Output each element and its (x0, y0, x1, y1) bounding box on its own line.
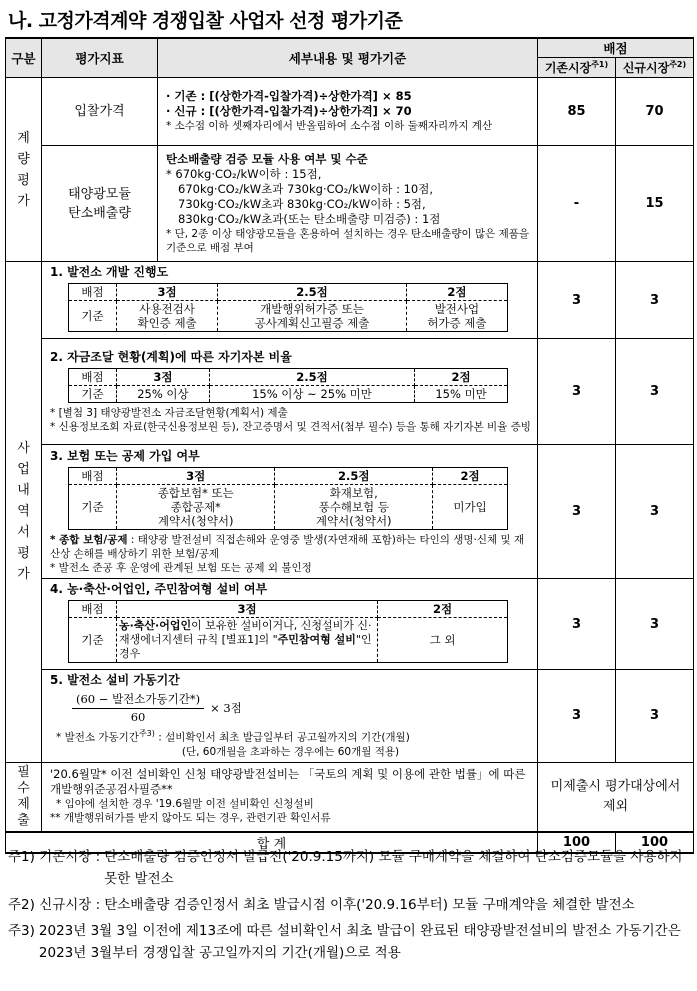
criteria-table: 배점 3점 2.5점 2점 기준 사용전검사 확인증 제출 개발행위허가증 또는 공사계획신고필증 제출 발전사업 허가증 제출 (68, 283, 508, 332)
detail-carbon-emission: 탄소배출량 검증 모듈 사용 여부 및 수준 * 670kg·CO₂/kW이하 : 15점, 670kg·CO₂/kW초과 730kg·CO₂/kW이하 : 10점, 730kg·CO₂/kW초과 830kg·CO₂/kW이하 : 5점, 830kg·CO₂/kW초과(또는 탄소배출량 미검증) : 1점 * 단, 2종 이상 태양광모듈을 혼용하여 설치하는 경우 탄소배출량이 많은 제품을 기준으로 배점 부여 (158, 146, 538, 262)
total-new: 100 (616, 832, 694, 853)
category-business-plan: 사 업 내 역 서 평 가 (6, 262, 42, 763)
score-existing: 3 (538, 670, 616, 763)
header-indicator: 평가지표 (42, 38, 158, 78)
section-insurance: 3. 보험 또는 공제 가입 여부 배점 3점 2.5점 2점 기준 종합보험* 또는 종합공제* 계약서(청약서) 화재보험, 풍수해보험 등 계약서(청약서) 미가입 * 종합 보험/공제 : 태양광 발전설비 직접손해와 운영중 발생(자연재해 포함)하는 타인의 생명·신체 및 재산상 손해를 배상하기 위한 보험/공제 * 발전소 준공 후 운영에 관계된 보험 또는 공제 외 불인정 (42, 445, 538, 579)
category-quantitative: 계 량 평 가 (6, 78, 42, 262)
header-score: 배점 (538, 38, 694, 58)
score-formula: $\frac{\text{(60 − 발전소가동기간*)}}{60}$ × 3점 (72, 692, 242, 725)
score-existing: 3 (538, 579, 616, 670)
section-development-progress: 1. 발전소 개발 진행도 배점 3점 2.5점 2점 기준 사용전검사 확인증 제출 개발행위허가증 또는 공사계획신고필증 제출 발전사업 허가증 제출 (42, 262, 538, 339)
detail-required-submission: '20.6월말* 이전 설비확인 신청 태양광발전설비는 「국토의 계획 및 이용에 관한 법률」에 따른 개발행위준공검사필증** * 임야에 설치한 경우 '19.6월말 이전 설비확인 신청설비 ** 개발행위허가를 받지 않아도 되는 경우, 관련기관 확인서류 (42, 762, 538, 832)
footnote-1: 주1) 기존시장 : 탄소배출량 검증인정서 발급전('20.9.15까지) 모듈 구매계약을 체결하여 탄소검증모듈을 사용하지 못한 발전소 (8, 849, 683, 887)
section-farmer-resident: 4. 농·축산·어업인, 주민참여형 설비 여부 배점 3점 2점 기준 농·축산·어업인이 보유한 설비이거나, 신청설비가 신·재생에너지센터 규칙 [별표1]의 "주민참여형 설비"인 경우 그 외 (42, 579, 538, 670)
header-category: 구분 (6, 38, 42, 78)
category-required-submission: 필 수 제 출 (6, 762, 42, 832)
score-new: 15 (616, 146, 694, 262)
detail-bid-price: · 기존 : [(상한가격-입찰가격)÷상한가격] × 85 · 신규 : [(상한가격-입찰가격)÷상한가격] × 70 * 소수점 이하 셋째자리에서 반올림하여 소수점 이하 둘째자리까지 계산 (158, 78, 538, 146)
score-new: 3 (616, 262, 694, 339)
score-new: 3 (616, 445, 694, 579)
page-title: 나. 고정가격계약 경쟁입찰 사업자 선정 평가기준 (8, 10, 403, 32)
total-label: 합 계 (6, 832, 538, 853)
section-equity-ratio: 2. 자금조달 현황(계획)에 따른 자기자본 비율 배점 3점 2.5점 2점 기준 25% 이상 15% 이상 ~ 25% 미만 15% 미만 * [별첨 3] 태양광발전소 자금조달현황(계획서) 제출 * 신용정보조회 자료(한국신용정보원 등), 잔고증명서 및 견적서(첨부 필수) 등을 통해 자기자본 비율 증빙 (42, 339, 538, 445)
required-score-text: 미제출시 평가대상에서 제외 (538, 762, 694, 832)
indicator-carbon-emission: 태양광모듈 탄소배출량 (42, 146, 158, 262)
header-new-market: 신규시장$^{주2)}$ (616, 58, 694, 78)
indicator-bid-price: 입찰가격 (42, 78, 158, 146)
footnotes (8, 846, 692, 968)
score-new: 70 (616, 78, 694, 146)
score-existing: 3 (538, 262, 616, 339)
section-operation-period: 5. 발전소 설비 가동기간 $\frac{\text{(60 − 발전소가동기간*)}}{60}$ × 3점 * 발전소 가동기간$^{주3)}$ : 설비확인서 최초 발급일부터 공고월까지의 기간(개월) (단, 60개월을 초과하는 경우에는 60개월 적용) (42, 670, 538, 763)
score-existing: 3 (538, 445, 616, 579)
score-new: 3 (616, 339, 694, 445)
score-new: 3 (616, 579, 694, 670)
score-existing: - (538, 146, 616, 262)
score-existing: 85 (538, 78, 616, 146)
score-existing: 3 (538, 339, 616, 445)
criteria-table: 배점 3점 2.5점 2점 기준 25% 이상 15% 이상 ~ 25% 미만 15% 미만 (68, 368, 508, 403)
evaluation-table (5, 37, 694, 854)
header-detail: 세부내용 및 평가기준 (158, 38, 538, 78)
header-existing-market: 기존시장$^{주1)}$ (538, 58, 616, 78)
criteria-table: 배점 3점 2.5점 2점 기준 종합보험* 또는 종합공제* 계약서(청약서) 화재보험, 풍수해보험 등 계약서(청약서) 미가입 (68, 467, 508, 530)
criteria-table: 배점 3점 2점 기준 농·축산·어업인이 보유한 설비이거나, 신청설비가 신·재생에너지센터 규칙 [별표1]의 "주민참여형 설비"인 경우 그 외 (68, 600, 508, 663)
footnote-3: 주3) 2023년 3월 3일 이전에 제13조에 따른 설비확인서 최초 발급이 완료된 태양광발전설비의 발전소 가동기간은 2023년 3월부터 경쟁입찰 공고일까지의 기간(개월)으로 적용 (8, 923, 681, 961)
footnote-2: 주2) 신규시장 : 탄소배출량 검증인정서 최초 발급시점 이후('20.9.16부터) 모듈 구매계약을 체결한 발전소 (8, 897, 635, 913)
total-existing: 100 (538, 832, 616, 853)
score-new: 3 (616, 670, 694, 763)
